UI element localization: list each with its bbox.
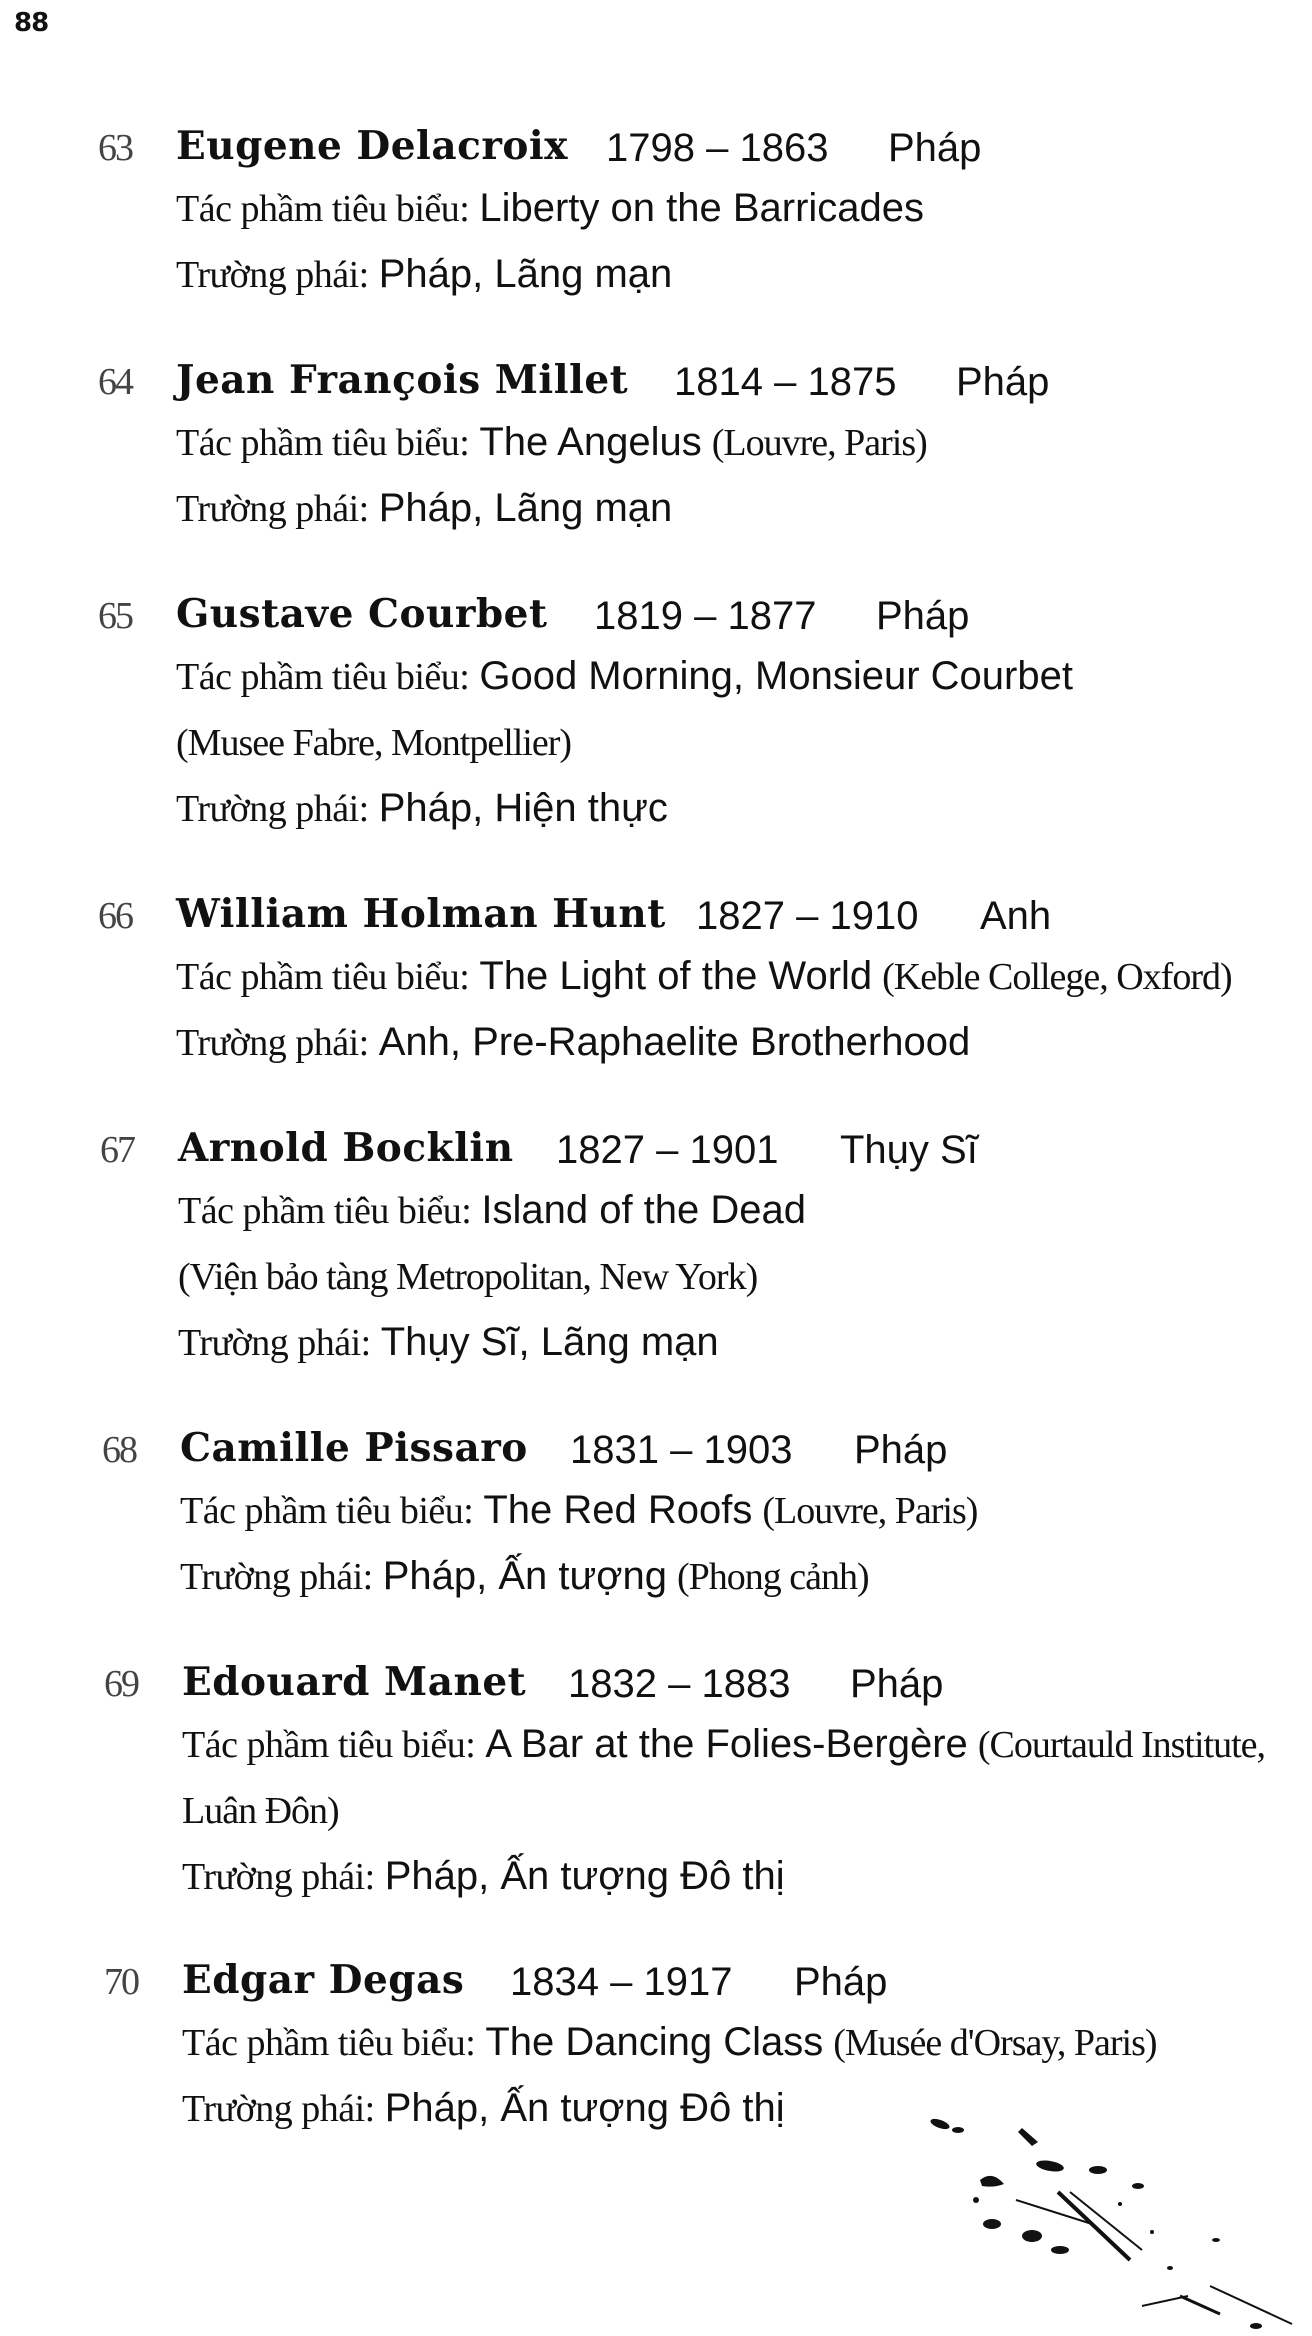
entry-number: 64 xyxy=(98,361,132,403)
work-label: Tác phầm tiêu biểu: xyxy=(176,422,470,464)
work-label: Tác phầm tiêu biểu: xyxy=(182,2022,476,2064)
work-title: The Light of the World xyxy=(479,954,873,998)
entry-number: 69 xyxy=(104,1663,138,1705)
entry-number: 63 xyxy=(98,127,132,169)
work-title: The Dancing Class xyxy=(485,2020,824,2064)
ink-splatter-decoration xyxy=(920,2100,1300,2330)
school-label: Trường phái: xyxy=(180,1556,373,1598)
artist-name: William Holman Hunt xyxy=(176,891,666,937)
school-label: Trường phái: xyxy=(176,1022,369,1064)
artist-years: 1827 – 1901 xyxy=(556,1128,779,1172)
artist-years: 1834 – 1917 xyxy=(510,1960,733,2004)
work-line xyxy=(176,646,1073,707)
school-line xyxy=(180,1546,869,1607)
artist-years: 1798 – 1863 xyxy=(606,126,829,170)
school-label: Trường phái: xyxy=(182,1856,375,1898)
work-location-line xyxy=(176,712,571,773)
artist-years: 1832 – 1883 xyxy=(568,1662,791,1706)
work-title: A Bar at the Folies-Bergère xyxy=(485,1722,968,1766)
work-location: (Musée d'Orsay, Paris) xyxy=(833,2022,1157,2064)
work-label: Tác phầm tiêu biểu: xyxy=(178,1190,472,1232)
work-line xyxy=(178,1180,806,1241)
school-value: Anh, Pre-Raphaelite Brotherhood xyxy=(378,1020,971,1064)
artist-country: Thụy Sĩ xyxy=(840,1128,978,1172)
work-location-line xyxy=(178,1246,757,1307)
work-location: (Musee Fabre, Montpellier) xyxy=(176,722,572,764)
artist-country: Pháp xyxy=(854,1428,948,1472)
school-value: Pháp, Lãng mạn xyxy=(378,486,673,530)
school-label: Trường phái: xyxy=(176,788,369,830)
work-label: Tác phầm tiêu biểu: xyxy=(176,188,470,230)
entry-number: 68 xyxy=(102,1429,136,1471)
school-line xyxy=(176,478,672,539)
work-title: The Angelus xyxy=(479,420,702,464)
work-line xyxy=(182,2012,1157,2073)
artist-country: Pháp xyxy=(876,594,970,638)
artist-name: Gustave Courbet xyxy=(176,591,548,637)
work-location-continued: Luân Đôn) xyxy=(182,1790,339,1832)
work-title: The Red Roofs xyxy=(483,1488,753,1532)
work-line xyxy=(180,1480,977,1541)
work-line xyxy=(176,412,927,473)
school-value: Pháp, Hiện thực xyxy=(378,786,668,830)
page-number: 88 xyxy=(14,8,49,38)
entry-number: 65 xyxy=(98,595,132,637)
school-value: Pháp, Ấn tượng xyxy=(382,1554,667,1598)
school-line xyxy=(178,1312,719,1373)
school-line xyxy=(176,244,672,305)
artist-name: Jean François Millet xyxy=(176,357,629,403)
school-label: Trường phái: xyxy=(182,2088,375,2130)
artist-years: 1831 – 1903 xyxy=(570,1428,793,1472)
artist-country: Anh xyxy=(980,894,1052,938)
artist-country: Pháp xyxy=(956,360,1050,404)
school-note: (Phong cảnh) xyxy=(677,1556,869,1598)
artist-years: 1814 – 1875 xyxy=(674,360,897,404)
artist-name: Eugene Delacroix xyxy=(176,123,569,169)
entry-number: 66 xyxy=(98,895,132,937)
work-label: Tác phầm tiêu biểu: xyxy=(182,1724,476,1766)
school-label: Trường phái: xyxy=(178,1322,371,1364)
work-line xyxy=(176,178,924,239)
artist-country: Pháp xyxy=(794,1960,888,2004)
school-line xyxy=(176,778,668,839)
school-line xyxy=(182,1846,785,1907)
work-title: Good Morning, Monsieur Courbet xyxy=(479,654,1073,698)
school-line xyxy=(182,2078,785,2139)
work-title: Liberty on the Barricades xyxy=(479,186,925,230)
entry-number: 70 xyxy=(104,1961,138,2003)
school-value: Pháp, Lãng mạn xyxy=(378,252,673,296)
work-location-line xyxy=(182,1780,339,1841)
work-label: Tác phầm tiêu biểu: xyxy=(180,1490,474,1532)
work-location: (Keble College, Oxford) xyxy=(882,956,1232,998)
work-line xyxy=(182,1714,1265,1775)
artist-name: Edouard Manet xyxy=(182,1659,527,1705)
artist-name: Edgar Degas xyxy=(182,1957,465,2003)
work-location: (Courtauld Institute, xyxy=(977,1724,1265,1766)
school-line xyxy=(176,1012,970,1073)
work-location: (Viện bảo tàng Metropolitan, New York) xyxy=(178,1256,758,1298)
artist-country: Pháp xyxy=(888,126,982,170)
school-value: Pháp, Ấn tượng Đô thị xyxy=(384,1854,785,1898)
work-title: Island of the Dead xyxy=(481,1188,807,1232)
work-location: (Louvre, Paris) xyxy=(711,422,927,464)
artist-years: 1819 – 1877 xyxy=(594,594,817,638)
artist-name: Camille Pissaro xyxy=(180,1425,528,1471)
school-value: Thụy Sĩ, Lãng mạn xyxy=(380,1320,719,1364)
artist-years: 1827 – 1910 xyxy=(696,894,919,938)
school-value: Pháp, Ấn tượng Đô thị xyxy=(384,2086,785,2130)
school-label: Trường phái: xyxy=(176,254,369,296)
work-label: Tác phầm tiêu biểu: xyxy=(176,656,470,698)
work-label: Tác phầm tiêu biểu: xyxy=(176,956,470,998)
work-location: (Louvre, Paris) xyxy=(762,1490,978,1532)
school-label: Trường phái: xyxy=(176,488,369,530)
artist-name: Arnold Bocklin xyxy=(178,1125,514,1171)
artist-country: Pháp xyxy=(850,1662,944,1706)
entry-number: 67 xyxy=(100,1129,134,1171)
work-line xyxy=(176,946,1232,1007)
